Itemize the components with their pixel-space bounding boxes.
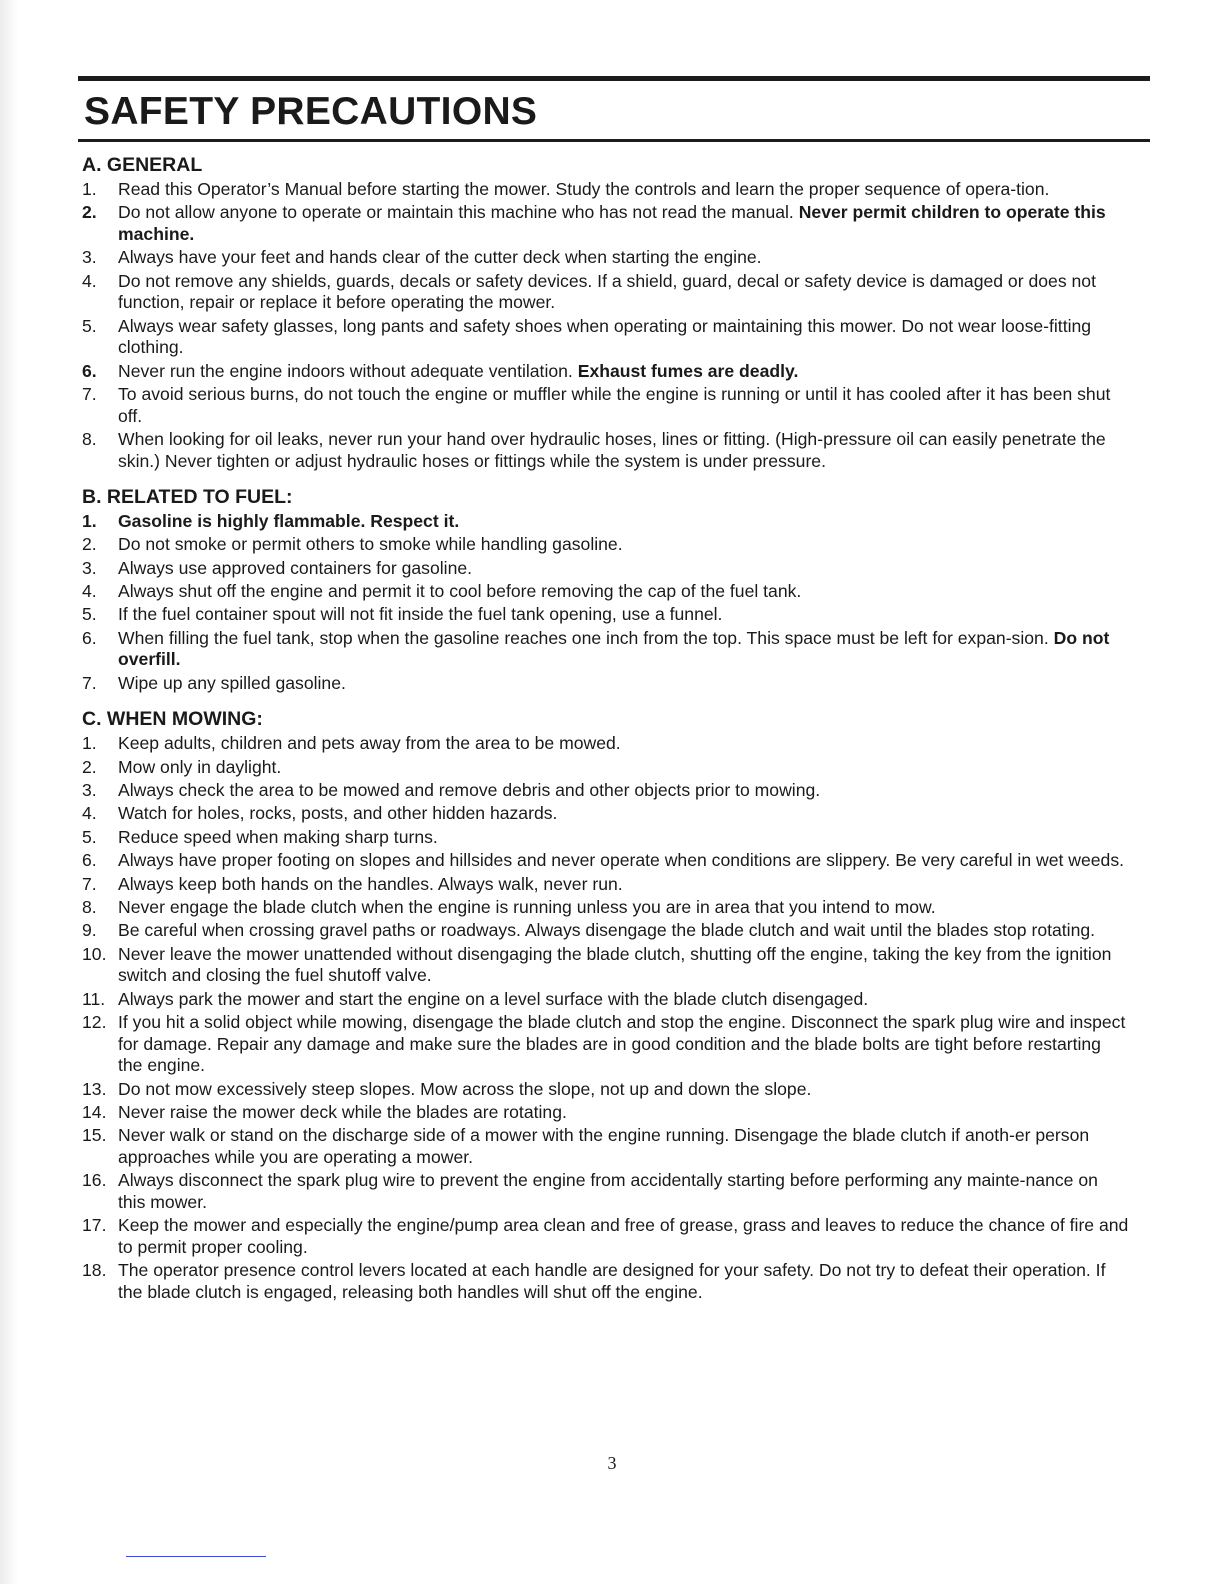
list-item xyxy=(78,874,1150,896)
list-item xyxy=(78,558,1150,580)
list-item xyxy=(78,179,1150,201)
list-item xyxy=(78,780,1150,802)
item-text: If the fuel container spout will not fit inside the fuel tank opening, use a funnel. xyxy=(118,604,723,625)
section-heading: C. WHEN MOWING: xyxy=(82,708,263,731)
item-number: 6. xyxy=(82,627,97,648)
item-text: Never leave the mower unattended without disengaging the blade clutch, shutting off the engine, taking the key from the ignition switch and closing the fuel shutoff valve. xyxy=(118,943,1112,986)
list-item xyxy=(78,827,1150,849)
item-text: To avoid serious burns, do not touch the engine or muffler while the engine is running or until it has cooled after it has been shut off. xyxy=(118,383,1111,426)
item-text: Read this Operator’s Manual before starting the mower. Study the controls and learn the proper sequence of opera-tion. xyxy=(118,178,1050,199)
scan-edge-shadow xyxy=(0,0,18,1584)
list-item xyxy=(78,316,1150,359)
list-item xyxy=(78,1079,1150,1101)
item-number: 1. xyxy=(82,510,97,531)
item-text: Never engage the blade clutch when the engine is running unless you are in area that you intend to mow. xyxy=(118,896,936,917)
list-item xyxy=(78,757,1150,779)
item-number: 2. xyxy=(82,534,97,555)
item-text: Wipe up any spilled gasoline. xyxy=(118,672,346,693)
list-item xyxy=(78,850,1150,872)
item-text: Do not remove any shields, guards, decals or safety devices. If a shield, guard, decal or safety device is damaged or does not function, repair or replace it before operating the mower. xyxy=(118,270,1096,313)
item-text: Never raise the mower deck while the blades are rotating. xyxy=(118,1102,567,1123)
item-number: 15. xyxy=(82,1125,107,1146)
list-item xyxy=(78,673,1150,695)
list-item xyxy=(78,429,1150,472)
item-text: Never walk or stand on the discharge side of a mower with the engine running. Disengage the blade clutch if anoth-er person approaches while you are operating a mower. xyxy=(118,1125,1090,1168)
item-number: 4. xyxy=(82,581,97,602)
item-text: Keep the mower and especially the engine/pump area clean and free of grease, grass and leaves to reduce the chance of fire and to permit proper cooling. xyxy=(118,1215,1129,1258)
item-text: Be careful when crossing gravel paths or roadways. Always disengage the blade clutch and wait until the blades stop rotating. xyxy=(118,920,1096,941)
item-number: 11. xyxy=(82,988,106,1009)
list-item xyxy=(78,1102,1150,1124)
item-text: Always wear safety glasses, long pants and safety shoes when operating or maintaining this mower. Do not wear loose-fitting clothing. xyxy=(118,315,1092,358)
item-number: 8. xyxy=(82,428,97,449)
list-item xyxy=(78,628,1150,671)
section-mowing xyxy=(78,708,1150,1303)
item-text: Reduce speed when making sharp turns. xyxy=(118,826,438,847)
list-item xyxy=(78,581,1150,603)
item-number: 7. xyxy=(82,873,97,894)
item-text: If you hit a solid object while mowing, disengage the blade clutch and stop the engine. Disconnect the spark plug wire and inspect for damage. Repair any damage and make sure the blades are in good condition and the blade bolts are tight before restarting the engine. xyxy=(118,1012,1126,1076)
title-underline-rule xyxy=(78,139,1150,142)
item-number: 1. xyxy=(82,733,97,754)
item-text: When looking for oil leaks, never run your hand over hydraulic hoses, lines or fitting. (High-pressure oil can easily penetrate the skin.) Never tighten or adjust hydraulic hoses or fittings while the system is under pressure. xyxy=(118,428,1106,471)
item-emphasis: Do not overfill. xyxy=(118,627,1110,670)
item-number: 1. xyxy=(82,178,97,199)
item-text: Always keep both hands on the handles. Always walk, never run. xyxy=(118,873,623,894)
item-number: 4. xyxy=(82,270,97,291)
item-text: Do not allow anyone to operate or maintain this machine who has not read the manual. xyxy=(118,202,799,223)
item-text: Do not mow excessively steep slopes. Mow across the slope, not up and down the slope. xyxy=(118,1078,812,1099)
section-general xyxy=(78,154,1150,472)
list-item xyxy=(78,361,1150,383)
list-item xyxy=(78,247,1150,269)
item-text: Never run the engine indoors without adequate ventilation. xyxy=(118,360,578,381)
item-text: Watch for holes, rocks, posts, and other hidden hazards. xyxy=(118,803,558,824)
list-item xyxy=(78,384,1150,427)
item-text: Mow only in daylight. xyxy=(118,756,282,777)
item-number: 5. xyxy=(82,604,97,625)
sections-container xyxy=(78,154,1150,1304)
precaution-list xyxy=(78,511,1150,695)
item-number: 7. xyxy=(82,383,97,404)
item-number: 14. xyxy=(82,1102,107,1123)
page-title: SAFETY PRECAUTIONS xyxy=(84,90,538,133)
item-text: Always disconnect the spark plug wire to prevent the engine from accidentally starting before performing any mainte-nance on this mower. xyxy=(118,1170,1098,1213)
item-number: 16. xyxy=(82,1170,107,1191)
section-fuel xyxy=(78,486,1150,694)
top-rule xyxy=(78,76,1150,81)
item-text: Always shut off the engine and permit it to cool before removing the cap of the fuel tank. xyxy=(118,581,802,602)
list-item xyxy=(78,1260,1150,1303)
item-number: 12. xyxy=(82,1012,107,1033)
item-emphasis: Gasoline is highly flammable. Respect it. xyxy=(118,510,460,531)
list-item xyxy=(78,1125,1150,1168)
list-item xyxy=(78,1012,1150,1077)
item-number: 9. xyxy=(82,920,97,941)
list-item xyxy=(78,534,1150,556)
item-number: 13. xyxy=(82,1078,107,1099)
item-emphasis: Never permit children to operate this machine. xyxy=(118,202,1106,244)
item-text: Always use approved containers for gasoline. xyxy=(118,557,473,578)
item-number: 2. xyxy=(82,202,97,223)
item-text: Always have your feet and hands clear of the cutter deck when starting the engine. xyxy=(118,247,762,268)
item-number: 3. xyxy=(82,557,97,578)
item-number: 5. xyxy=(82,826,97,847)
item-number: 8. xyxy=(82,896,97,917)
list-item xyxy=(78,944,1150,987)
list-item xyxy=(78,1215,1150,1258)
item-text: Keep adults, children and pets away from the area to be mowed. xyxy=(118,733,621,754)
footer-link-line xyxy=(126,1556,266,1557)
item-number: 3. xyxy=(82,780,97,800)
section-heading: B. RELATED TO FUEL: xyxy=(82,486,293,509)
item-number: 6. xyxy=(82,360,97,381)
item-number: 10. xyxy=(82,943,107,964)
list-item xyxy=(78,271,1150,314)
list-item xyxy=(78,803,1150,825)
item-number: 18. xyxy=(82,1260,107,1281)
item-text: Always check the area to be mowed and remove debris and other objects prior to mowing. xyxy=(118,780,821,800)
item-text: Do not smoke or permit others to smoke while handling gasoline. xyxy=(118,534,623,555)
list-item xyxy=(78,511,1150,533)
section-heading: A. GENERAL xyxy=(82,154,203,176)
precaution-list xyxy=(78,733,1150,1303)
list-item xyxy=(78,920,1150,942)
item-text: Always park the mower and start the engine on a level surface with the blade clutch disengaged. xyxy=(118,988,869,1009)
item-number: 2. xyxy=(82,756,97,777)
page-number: 3 xyxy=(607,1453,617,1473)
item-number: 17. xyxy=(82,1215,107,1236)
item-number: 3. xyxy=(82,247,97,268)
list-item xyxy=(78,1170,1150,1213)
item-number: 7. xyxy=(82,672,97,693)
precaution-list xyxy=(78,179,1150,472)
item-text: Always have proper footing on slopes and hillsides and never operate when conditions are slippery. Be very careful in wet weeds. xyxy=(118,850,1125,871)
list-item xyxy=(78,989,1150,1011)
item-number: 6. xyxy=(82,850,97,871)
list-item xyxy=(78,897,1150,919)
item-text: When filling the fuel tank, stop when the gasoline reaches one inch from the top. This space must be left for expan-sion. xyxy=(118,627,1054,648)
item-emphasis: Exhaust fumes are deadly. xyxy=(577,360,799,381)
document-page xyxy=(78,76,1150,1305)
list-item xyxy=(78,202,1150,245)
item-number: 4. xyxy=(82,803,97,824)
list-item xyxy=(78,733,1150,755)
list-item xyxy=(78,604,1150,626)
item-number: 5. xyxy=(82,315,97,336)
item-text: The operator presence control levers located at each handle are designed for your safety. Do not try to defeat their operation. If the blade clutch is engaged, releasing both handles will shut off the engine. xyxy=(118,1260,1106,1303)
